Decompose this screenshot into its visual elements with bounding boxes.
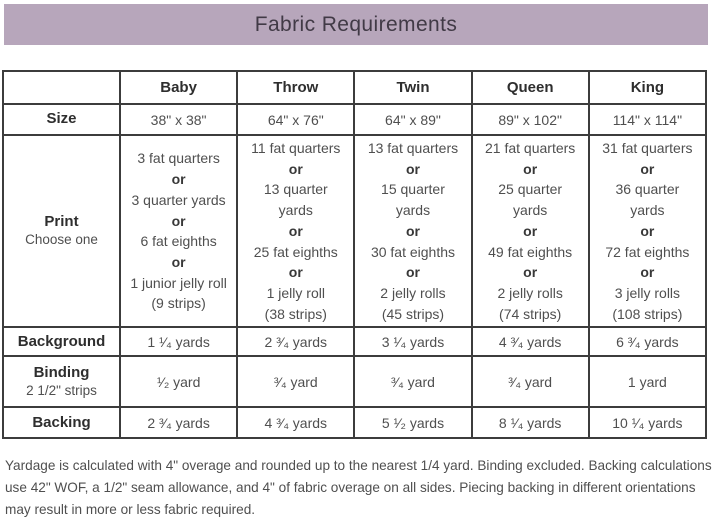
row-size: [3, 104, 706, 135]
print-cell-line: yards: [278, 202, 313, 219]
print-cell-line: (38 strips): [264, 305, 327, 322]
print-cell-line: or: [405, 264, 420, 281]
column-header-baby: Baby: [120, 71, 237, 104]
binding-cell-baby: ¹⁄₂ yard: [120, 356, 237, 407]
print-cell-throw: [237, 135, 354, 327]
print-cell-line: 72 fat eighths: [605, 243, 690, 260]
column-header-queen: Queen: [472, 71, 589, 104]
print-cell-line: 2 jelly rolls: [380, 285, 446, 302]
print-cell-line: or: [171, 212, 186, 229]
corner-cell: [3, 71, 120, 104]
print-cell-line: 3 fat quarters: [137, 150, 220, 167]
backing-cell-twin: 5 ¹⁄₂ yards: [354, 407, 471, 438]
print-cell-line: or: [640, 222, 655, 239]
binding-cell-throw: ³⁄₄ yard: [237, 356, 354, 407]
print-cell-line: 1 junior jelly roll: [130, 274, 227, 291]
print-cell-queen: [472, 135, 589, 327]
print-cell-line: 25 fat eighths: [253, 243, 338, 260]
print-sublabel: Choose one: [25, 232, 98, 248]
print-cell-line: or: [640, 160, 655, 177]
print-cell-line: or: [523, 222, 538, 239]
print-cell-line: 21 fat quarters: [485, 140, 576, 156]
print-cell-line: or: [288, 160, 303, 177]
row-label-binding: [3, 356, 120, 407]
print-cell-line: or: [171, 171, 186, 188]
table-body: [3, 104, 706, 438]
print-cell-line: 11 fat quarters: [251, 140, 341, 156]
print-cell-line: or: [523, 160, 538, 177]
column-header-twin: Twin: [354, 71, 471, 104]
background-cell-queen: 4 ³⁄₄ yards: [472, 327, 589, 356]
print-cell-line: or: [288, 222, 303, 239]
row-background: [3, 327, 706, 356]
print-cell-line: 6 fat eighths: [140, 233, 217, 250]
row-label-background: [3, 327, 120, 356]
row-binding: [3, 356, 706, 407]
print-cell-twin: [354, 135, 471, 327]
binding-sublabel: 2 1/2" strips: [26, 382, 97, 398]
print-cell-line: 3 quarter yards: [131, 191, 226, 208]
print-cell-line: or: [288, 264, 303, 281]
print-cell-line: or: [171, 253, 186, 270]
print-cell-line: (108 strips): [612, 305, 683, 322]
print-cell-line: or: [405, 160, 420, 177]
print-cell-line: (74 strips): [499, 305, 562, 322]
print-cell-line: 31 fat quarters: [602, 140, 693, 156]
row-label-backing: [3, 407, 120, 438]
row-label-print: [3, 135, 120, 327]
print-cell-line: 30 fat eighths: [370, 243, 455, 260]
size-label: Size: [46, 110, 77, 128]
title-bar: [4, 4, 708, 45]
background-cell-twin: 3 ¹⁄₄ yards: [354, 327, 471, 356]
row-label-size: [3, 104, 120, 135]
column-header-king: King: [589, 71, 706, 104]
binding-cell-king: 1 yard: [589, 356, 706, 407]
size-cell-queen: 89" x 102": [472, 104, 589, 135]
print-cell-line: 1 jelly roll: [266, 285, 325, 302]
backing-cell-queen: 8 ¹⁄₄ yards: [472, 407, 589, 438]
row-print: [3, 135, 706, 327]
print-cell-line: yards: [395, 202, 431, 219]
print-cell-line: or: [640, 264, 655, 281]
binding-label: Binding: [33, 364, 90, 382]
print-label: Print: [44, 213, 79, 231]
background-cell-throw: 2 ³⁄₄ yards: [237, 327, 354, 356]
page-title: Fabric Requirements: [254, 12, 458, 36]
size-cell-baby: 38" x 38": [120, 104, 237, 135]
footnote-line: Yardage is calculated with 4" overage and rounded up to the nearest 1/4 yard. Binding excluded. Backing calculations: [5, 458, 712, 474]
print-cell-line: or: [405, 222, 420, 239]
print-cell-line: 15 quarter: [381, 181, 445, 198]
print-cell-line: (9 strips): [151, 295, 206, 312]
footnote-line: use 42" WOF, a 1/2" seam allowance, and 4" of fabric overage on all sides. Piecing backing in different orientations: [5, 480, 696, 496]
print-cell-baby: [120, 135, 237, 327]
print-cell-line: 13 quarter: [263, 181, 328, 198]
print-cell-line: 13 fat quarters: [367, 140, 459, 156]
footnote: [5, 455, 712, 520]
print-cell-line: yards: [630, 202, 665, 219]
table-head: [3, 71, 706, 104]
print-cell-line: 36 quarter: [615, 181, 680, 198]
print-cell-line: 3 jelly rolls: [614, 285, 681, 302]
print-cell-king: [589, 135, 706, 327]
backing-cell-baby: 2 ³⁄₄ yards: [120, 407, 237, 438]
backing-cell-king: 10 ¹⁄₄ yards: [589, 407, 706, 438]
background-cell-king: 6 ³⁄₄ yards: [589, 327, 706, 356]
size-cell-twin: 64" x 89": [354, 104, 471, 135]
binding-cell-twin: ³⁄₄ yard: [354, 356, 471, 407]
print-cell-line: 2 jelly rolls: [497, 285, 563, 302]
size-cell-king: 114" x 114": [589, 104, 706, 135]
background-cell-baby: 1 ¹⁄₄ yards: [120, 327, 237, 356]
backing-cell-throw: 4 ³⁄₄ yards: [237, 407, 354, 438]
column-header-throw: Throw: [237, 71, 354, 104]
fabric-requirements-table: [2, 70, 707, 439]
backing-label: Backing: [32, 413, 91, 431]
footnote-line: may result in more or less fabric required.: [5, 501, 256, 517]
print-cell-line: 25 quarter: [498, 181, 563, 198]
print-cell-line: (45 strips): [381, 305, 445, 322]
size-cell-throw: 64" x 76": [237, 104, 354, 135]
background-label: Background: [17, 332, 106, 350]
binding-cell-queen: ³⁄₄ yard: [472, 356, 589, 407]
print-cell-line: yards: [513, 202, 548, 219]
header-row: [3, 71, 706, 104]
print-cell-line: 49 fat eighths: [488, 243, 573, 260]
row-backing: [3, 407, 706, 438]
print-cell-line: or: [523, 264, 538, 281]
